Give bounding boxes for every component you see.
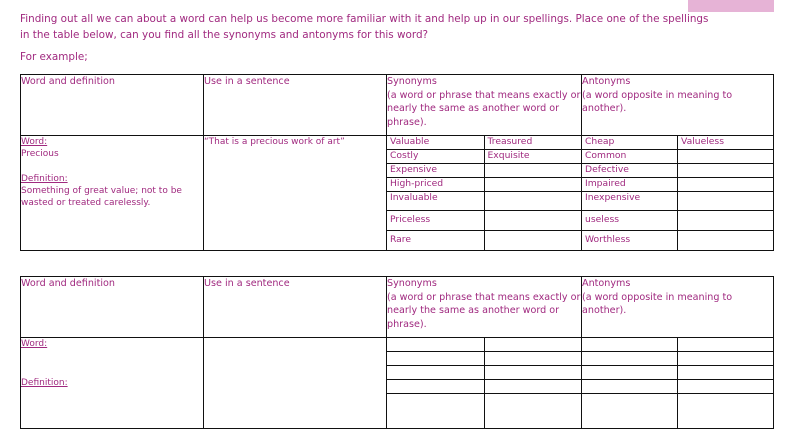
antonyms-grid: [582, 136, 773, 250]
antonyms-grid-cell: [582, 338, 774, 429]
synonym-item: [387, 379, 484, 393]
sentence-cell: [204, 338, 387, 429]
synonym-item: [484, 210, 581, 230]
antonym-item: [678, 163, 774, 177]
table-header-row: [21, 277, 774, 338]
synonym-item: [484, 338, 581, 351]
synonym-item: Expensive: [387, 163, 484, 177]
synonym-item: [387, 338, 484, 351]
example-content-row: [21, 136, 774, 251]
word-value: Precious: [21, 149, 59, 159]
antonym-item: [678, 210, 774, 230]
word-definition-cell: [21, 338, 204, 429]
antonym-item: [582, 338, 678, 351]
synonym-item: High-priced: [387, 177, 484, 191]
header-synonyms: [387, 75, 582, 136]
synonyms-grid: [387, 136, 581, 250]
synonym-item: Invaluable: [387, 191, 484, 210]
table-header-row: [21, 75, 774, 136]
synonym-item: [484, 365, 581, 379]
antonym-item: [678, 393, 774, 428]
antonym-item: [582, 379, 678, 393]
header-word-definition: Word and definition: [21, 75, 204, 136]
intro-text: Finding out all we can about a word can help us become more familiar with it and help up in our spellings. Place one of the spellings in the table below, can you find all the synonyms and antonyms for this word?: [20, 13, 709, 41]
antonyms-title: Antonyms: [582, 278, 631, 289]
antonym-item: [678, 230, 774, 250]
header-use-in-sentence: Use in a sentence: [204, 277, 387, 338]
antonym-item: Common: [582, 149, 678, 163]
definition-label: Definition:: [21, 174, 68, 184]
antonyms-description: (a word opposite in meaning to another).: [582, 89, 733, 114]
antonym-item: [582, 393, 678, 428]
antonym-item: [678, 177, 774, 191]
synonym-item: Exquisite: [484, 149, 581, 163]
antonym-item: Valueless: [678, 136, 774, 149]
antonym-item: [678, 149, 774, 163]
antonym-item: [678, 338, 774, 351]
antonym-item: Impaired: [582, 177, 678, 191]
antonym-item: [678, 351, 774, 365]
synonym-item: [484, 177, 581, 191]
word-definition-cell: [21, 136, 204, 251]
synonym-item: [387, 365, 484, 379]
header-word-definition: Word and definition: [21, 277, 204, 338]
antonyms-grid: [582, 338, 773, 428]
synonym-item: [484, 379, 581, 393]
antonym-item: useless: [582, 210, 678, 230]
antonyms-grid-cell: [582, 136, 774, 251]
header-antonyms: [582, 75, 774, 136]
synonym-item: [484, 393, 581, 428]
antonym-item: [582, 365, 678, 379]
word-label: Word:: [21, 339, 48, 349]
synonym-item: Rare: [387, 230, 484, 250]
antonym-item: Worthless: [582, 230, 678, 250]
antonyms-description: (a word opposite in meaning to another).: [582, 291, 733, 316]
synonym-item: Costly: [387, 149, 484, 163]
antonym-item: [582, 351, 678, 365]
header-use-in-sentence: Use in a sentence: [204, 75, 387, 136]
antonym-item: Defective: [582, 163, 678, 177]
definition-value: Something of great value; not to be wasted or treated carelessly.: [21, 186, 182, 208]
word-label: Word:: [21, 137, 48, 147]
synonym-item: [484, 230, 581, 250]
synonym-item: Priceless: [387, 210, 484, 230]
synonym-item: [484, 163, 581, 177]
antonym-item: Cheap: [582, 136, 678, 149]
blank-content-row: [21, 338, 774, 429]
antonym-item: [678, 379, 774, 393]
sentence-cell: “That is a precious work of art”: [204, 136, 387, 251]
synonym-item: Treasured: [484, 136, 581, 149]
blank-table: [20, 276, 774, 429]
synonym-item: [484, 191, 581, 210]
synonym-item: Valuable: [387, 136, 484, 149]
synonym-item: [484, 351, 581, 365]
synonym-item: [387, 351, 484, 365]
antonym-item: [678, 365, 774, 379]
antonyms-title: Antonyms: [582, 76, 631, 87]
header-synonyms: [387, 277, 582, 338]
synonyms-description: (a word or phrase that means exactly or nearly the same as another word or phrase).: [387, 291, 581, 330]
synonyms-description: (a word or phrase that means exactly or nearly the same as another word or phrase).: [387, 89, 581, 128]
antonym-item: Inexpensive: [582, 191, 678, 210]
synonym-item: [387, 393, 484, 428]
header-antonyms: [582, 277, 774, 338]
antonym-item: [678, 191, 774, 210]
example-table: [20, 74, 774, 251]
synonyms-grid-cell: [387, 136, 582, 251]
definition-label: Definition:: [21, 378, 68, 388]
synonyms-title: Synonyms: [387, 76, 437, 87]
synonyms-grid: [387, 338, 581, 428]
example-label: For example;: [20, 51, 88, 63]
synonyms-grid-cell: [387, 338, 582, 429]
synonyms-title: Synonyms: [387, 278, 437, 289]
